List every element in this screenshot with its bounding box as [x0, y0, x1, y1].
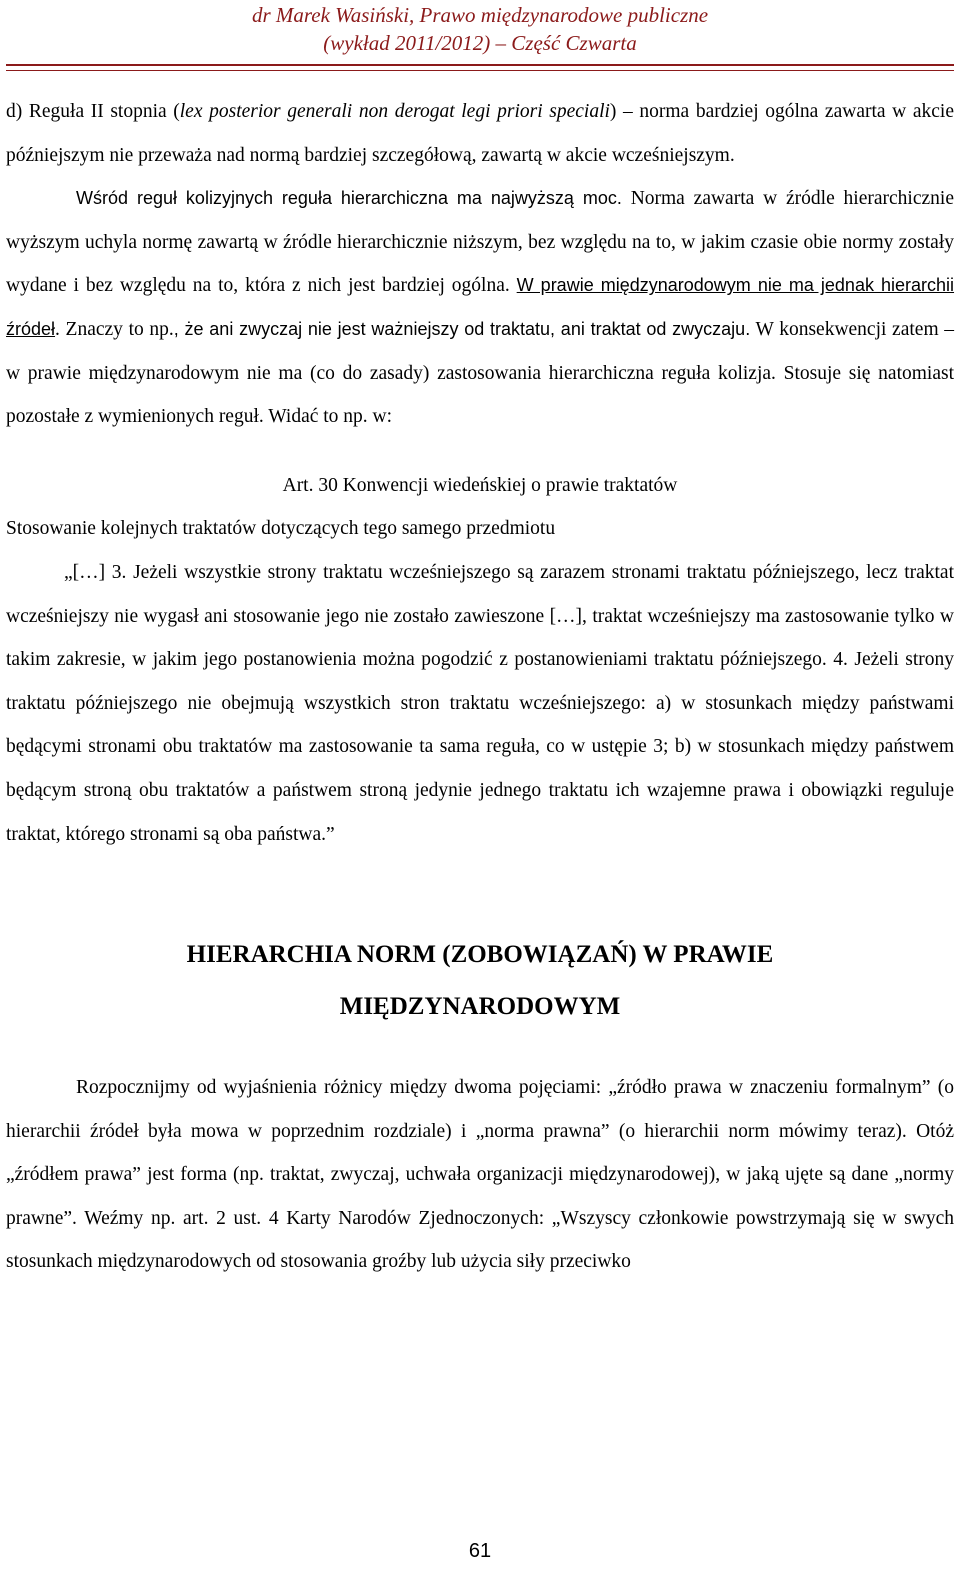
hierarchy-conclusion: W konsekwencji zatem – w prawie międzynarodowym nie ma (co do zasady) zastosowania hierarchiczna reguła kolizja. Stosuje się natomiast pozostałe z wymienionych reguł. Widać to np. w:	[6, 318, 954, 428]
hierarchy-intro: Wśród reguł kolizyjnych reguła hierarchiczna ma najwyższą moc.	[76, 188, 622, 209]
intro-paragraph: Rozpocznijmy od wyjaśnienia różnicy między dwoma pojęciami: „źródło prawa w znaczeniu formalnym” (o hierarchii źródeł była mowa w poprzednim rozdziale) i „norma prawna” (o hierarchii norm mówimy teraz). Otóż „źródłem prawa” jest forma (np. traktat, zwyczaj, uchwała organizacji międzynarodowej), w jaką ujęte są dane „normy prawne”. Weźmy np. art. 2 ust. 4 Karty Narodów Zjednoczonych: „Wszyscy członkowie powstrzymają się w swych stosunkach międzynarodowych od stosowania groźby lub użycia siły przeciwko	[6, 1077, 954, 1273]
no-hierarchy-statement: W prawie międzynarodowym nie ma jednak hierarchii źródeł	[6, 275, 955, 339]
header-author-title: dr Marek Wasiński, Prawo międzynarodowe publiczne	[251, 3, 709, 27]
section-heading-line2: MIĘDZYNARODOWYM	[339, 993, 621, 1021]
article-title: Art. 30 Konwencji wiedeńskiej o prawie traktatów	[282, 474, 678, 496]
page-number: 61	[468, 1540, 492, 1562]
header-lecture-part: (wykład 2011/2012) – Część Czwarta	[323, 31, 637, 55]
rule-d-latin-maxim: lex posterior generali non derogat legi priori speciali	[179, 101, 610, 122]
section-heading	[6, 929, 954, 1033]
rule-d-lead: d) Reguła II stopnia (	[6, 101, 180, 122]
header-divider	[6, 64, 954, 71]
running-header	[0, 0, 960, 63]
article-quote: „[…] 3. Jeżeli wszystkie strony traktatu wcześniejszego są zarazem stronami traktatu późniejszego, lecz traktat wcześniejszy nie wygasł ani stosowanie jego nie zostało zawieszone […], traktat wcześniejszy ma zastosowanie tylko w takim zakresie, w jakim jego postanowienia można pogodzić z postanowieniami traktatu późniejszego. 4. Jeżeli strony traktatu późniejszego nie obejmują wszystkich stron traktatu wcześniejszego: a) w stosunkach między państwami będącymi stronami obu traktatów ma zastosowanie ta sama reguła, co w ustępie 3; b) w stosunkach między państwem będącym stroną obu traktatów a państwem stroną jedynie jednego traktatu ich wzajemne prawa i obowiązki reguluje traktat, którego stronami są oba państwa.”	[6, 561, 954, 845]
hierarchy-rule-text: Norma zawarta w źródle hierarchicznie wyższym uchyla normę zawartą w źródle hierarchicznie niższym, bez względu na to, w jakim czasie obie normy zostały wydane i bez względu na to, która z nich jest bardziej ogólna.	[6, 188, 954, 297]
article-subtitle: Stosowanie kolejnych traktatów dotyczących tego samego przedmiotu	[6, 518, 556, 540]
page-body	[6, 90, 954, 1284]
hierarchy-example: , że ani zwyczaj nie jest ważniejszy od traktatu, ani traktat od zwyczaju.	[173, 318, 751, 339]
section-heading-line1: HIERARCHIA NORM (ZOBOWIĄZAŃ) W PRAWIE	[186, 941, 774, 969]
rule-d-text: ) – norma bardziej ogólna zawarta w akcie późniejszym nie przeważa nad normą bardziej szczegółową, zawartą w akcie wcześniejszym.	[6, 101, 954, 166]
rule-d-paragraph	[6, 90, 954, 177]
hierarchy-paragraph	[6, 177, 954, 439]
hierarchy-example-lead: . Znaczy to np.	[55, 318, 174, 340]
